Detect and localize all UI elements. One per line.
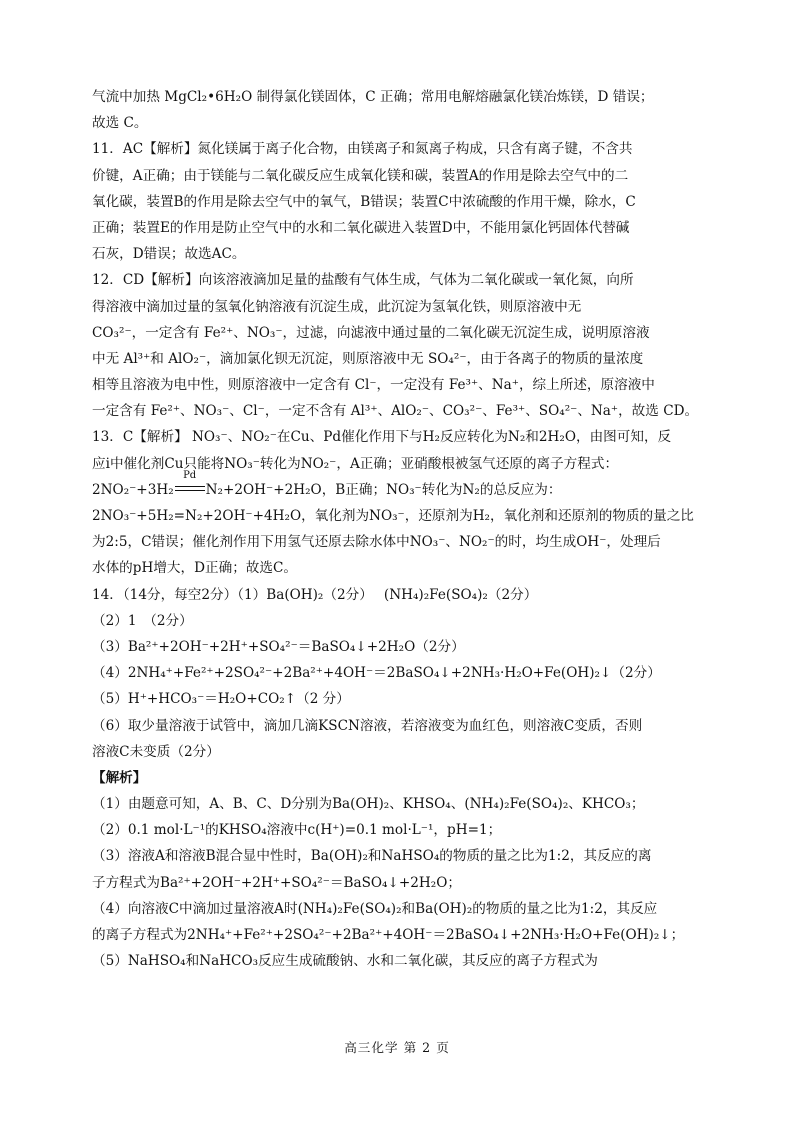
text-line: 得溶液中滴加过量的氢氧化钠溶液有沉淀生成，此沉淀为氢氧化铁，则原溶液中无 [92, 298, 582, 315]
text-line: （5）NaHSO₄和NaHCO₃反应生成硫酸钠、水和二氧化碳，其反应的离子方程式为 [92, 953, 598, 970]
text-line: 14．（14分，每空2分）（1）Ba(OH)₂（2分） (NH₄)₂Fe(SO₄)₂（2分） [92, 586, 538, 603]
document-body [92, 84, 710, 974]
text-line: （1）由题意可知，A、B、C、D分别为Ba(OH)₂、KHSO₄、(NH₄)₂Fe(SO₄)₂、KHCO₃； [92, 796, 645, 813]
text-line: （3）溶液A和溶液B混合显中性时，Ba(OH)₂和NaHSO₄的物质的量之比为1:2，其反应的离 [92, 848, 652, 865]
equation-line [92, 469, 710, 503]
text-line: 子方程式为Ba²⁺+2OH⁻+2H⁺+SO₄²⁻＝BaSO₄↓+2H₂O； [92, 874, 461, 891]
text-line: （6）取少量溶液于试管中，滴加几滴KSCN溶液，若溶液变为血红色，则溶液C变质，否则 [92, 717, 643, 734]
text-line: 中无 Al³⁺和 AlO₂⁻，滴加氯化钡无沉淀，则原溶液中无 SO₄²⁻，由于各离子的物质的量浓度 [92, 350, 644, 367]
text-line: 12．CD【解析】向该溶液滴加足量的盐酸有气体生成，气体为二氧化碳或一氧化氮，向所 [92, 272, 634, 289]
text-line: （4）2NH₄⁺+Fe²⁺+2SO₄²⁻+2Ba²⁺+4OH⁻＝2BaSO₄↓+2NH₃·H₂O+Fe(OH)₂↓（2分） [92, 665, 661, 682]
text-line: 石灰，D错误；故选AC。 [92, 246, 246, 263]
text-line: 13．C【解析】 NO₃⁻、NO₂⁻在Cu、Pd催化作用下与H₂反应转化为N₂和2H₂O，由图可知，反 [92, 429, 672, 446]
double-bar-icon [175, 486, 205, 491]
text-line: 为2:5，C错误；催化剂作用下用氢气还原去除水体中NO₃⁻、NO₂⁻的时，均生成OH⁻，处理后 [92, 534, 661, 551]
equation-right: N₂+2OH⁻+2H₂O，B正确；NO₃⁻转化为N₂的总反应为： [205, 481, 562, 498]
equation-left: 2NO₂⁻+3H₂ [92, 481, 174, 498]
text-line: 相等且溶液为电中性，则原溶液中一定含有 Cl⁻，一定没有 Fe³⁺、Na⁺，综上所述，原溶液中 [92, 377, 655, 394]
text-line: CO₃²⁻，一定含有 Fe²⁺、NO₃⁻，过滤，向滤液中通过量的二氧化碳无沉淀生成，说明原溶液 [92, 324, 650, 341]
text-line: （2）0.1 mol·L⁻¹的KHSO₄溶液中c(H⁺)=0.1 mol·L⁻¹，pH=1； [92, 822, 502, 839]
page-footer: 高三化学 第 2 页 [344, 1040, 450, 1055]
catalyst-label: Pd [183, 469, 197, 481]
text-line: （5）H⁺+HCO₃⁻＝H₂O+CO₂↑（2 分） [92, 691, 350, 708]
text-line: 11．AC【解析】氮化镁属于离子化合物，由镁离子和氮离子构成，只含有离子键，不含共 [92, 141, 633, 158]
text-line: 2NO₃⁻+5H₂=N₂+2OH⁻+4H₂O，氧化剂为NO₃⁻，还原剂为H₂，氧化剂和还原剂的物质的量之比 [92, 508, 694, 524]
text-line: 一定含有 Fe²⁺、NO₃⁻、Cl⁻，一定不含有 Al³⁺、AlO₂⁻、CO₃²⁻、Fe³⁺、SO₄²⁻、Na⁺，故选 CD。 [92, 403, 699, 420]
text-line: 溶液C未变质（2分） [92, 743, 220, 760]
text-line: 故选 C。 [92, 115, 148, 132]
text-line: 的离子方程式为2NH₄⁺+Fe²⁺+2SO₄²⁻+2Ba²⁺+4OH⁻＝2BaSO₄↓+2NH₃·H₂O+Fe(OH)₂↓； [92, 927, 685, 943]
text-line: 水体的pH增大，D正确；故选C。 [92, 560, 297, 577]
text-line: （4）向溶液C中滴加过量溶液A时(NH₄)₂Fe(SO₄)₂和Ba(OH)₂的物质的量之比为1:2，其反应 [92, 900, 658, 917]
catalyst-equals-sign [175, 469, 205, 496]
text-line: 气流中加热 MgCl₂•6H₂O 制得氯化镁固体，C 正确；常用电解熔融氯化镁冶炼镁，D 错误； [92, 89, 654, 105]
text-line: （3）Ba²⁺+2OH⁻+2H⁺+SO₄²⁻＝BaSO₄↓+2H₂O（2分） [92, 638, 465, 655]
text-line: 应i中催化剂Cu只能将NO₃⁻转化为NO₂⁻，A正确；亚硝酸根被氢气还原的离子方程式： [92, 455, 619, 472]
text-line: 正确；装置E的作用是防止空气中的水和二氧化碳进入装置D中，不能用氯化钙固体代替碱 [92, 219, 630, 236]
text-line: 价键，A正确；由于镁能与二氧化碳反应生成氧化镁和碳，装置A的作用是除去空气中的二 [92, 167, 629, 184]
text-line: 氧化碳，装置B的作用是除去空气中的氧气，B错误；装置C中浓硫酸的作用干燥，除水，C [92, 193, 636, 210]
analysis-heading: 【解析】 [92, 769, 147, 786]
text-line: （2）1 （2分） [92, 612, 193, 629]
